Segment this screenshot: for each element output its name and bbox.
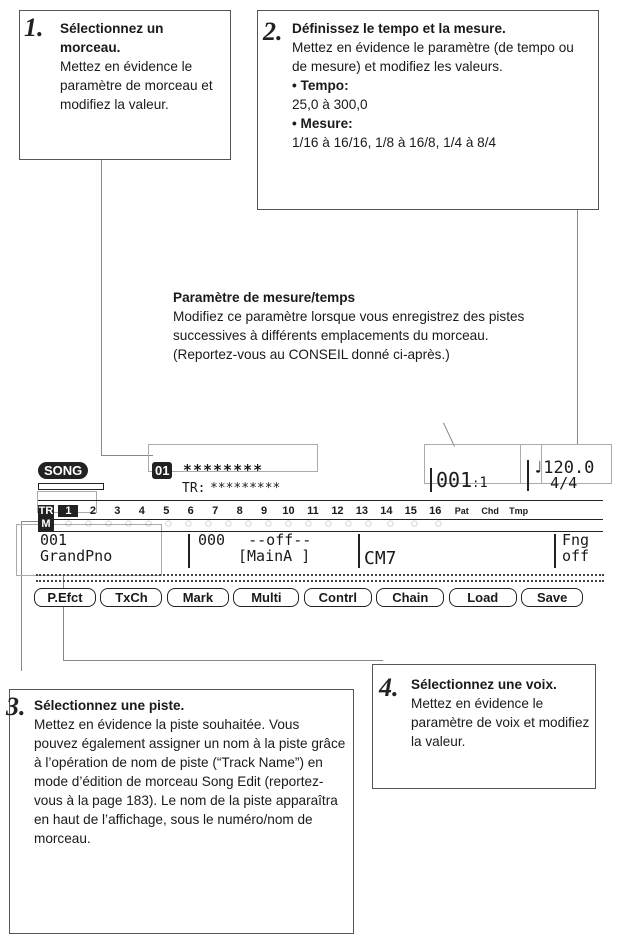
connector-line <box>63 660 383 661</box>
track-tmp[interactable]: Tmp <box>509 506 529 516</box>
track-2[interactable]: 2 <box>89 505 96 517</box>
voice-name[interactable]: GrandPno <box>40 547 113 565</box>
track-9[interactable]: 9 <box>261 505 268 517</box>
measure-label: • Mesure: <box>292 116 353 131</box>
meter-value[interactable]: 4/4 <box>550 474 578 492</box>
tab-chain[interactable]: Chain <box>376 588 444 607</box>
tr-label: TR <box>38 505 54 517</box>
track-1[interactable]: 1 <box>58 505 78 517</box>
step1-box <box>19 10 231 160</box>
step2-number: 2. <box>263 17 283 46</box>
step1-title: Sélectionnez un morceau. <box>60 21 164 55</box>
mode-bar <box>38 483 104 490</box>
step4-box <box>372 664 596 789</box>
track-pat[interactable]: Pat <box>454 506 469 516</box>
connector-line <box>101 455 153 456</box>
tempo-label: • Tempo: <box>292 78 349 93</box>
tab-load[interactable]: Load <box>449 588 517 607</box>
measure-param-text: Modifiez ce paramètre lorsque vous enregistrez des pistes successives à différents emplacements du morceau. (Reportez-vous au CONSEIL donné ci-après.) <box>173 309 525 362</box>
beat-value[interactable]: 1 <box>479 475 488 491</box>
step1-number: 1. <box>24 13 44 42</box>
track-6[interactable]: 6 <box>187 505 194 517</box>
step3-title: Sélectionnez une piste. <box>34 698 185 713</box>
tab-mark[interactable]: Mark <box>167 588 229 607</box>
track-10[interactable]: 10 <box>282 505 295 517</box>
chord-value[interactable]: CM7 <box>364 548 397 569</box>
track-7[interactable]: 7 <box>212 505 219 517</box>
track-name: ********* <box>209 481 281 496</box>
song-name[interactable]: ******** <box>182 461 264 479</box>
measure-param-title: Paramètre de mesure/temps <box>173 290 356 305</box>
step2-text: Mettez en évidence le paramètre (de tempo ou de mesure) et modifiez les valeurs. <box>292 40 574 74</box>
voice-number[interactable]: 001 <box>40 531 68 549</box>
tab-txch[interactable]: TxCh <box>100 588 162 607</box>
step4-title: Sélectionnez une voix. <box>411 677 557 692</box>
pattern-status[interactable]: --off-- <box>248 531 312 549</box>
song-number[interactable]: 01 <box>152 462 172 479</box>
track-12[interactable]: 12 <box>331 505 344 517</box>
track-5[interactable]: 5 <box>163 505 170 517</box>
fng-label: Fng <box>562 531 590 549</box>
fng-value[interactable]: off <box>562 547 590 565</box>
step3-text: Mettez en évidence la piste souhaitée. Vous pouvez également assigner un nom à la piste grâce à l’opération de nom de piste (“Track Name”) en mode d’édition de morceau Song Edit (reportez-vous à la page 183). Le nom de la piste apparaîtra en haut de l’affichage, sous le numéro/nom de morceau. <box>34 717 346 846</box>
track-16[interactable]: 16 <box>429 505 442 517</box>
connector-line <box>101 160 102 456</box>
track-11[interactable]: 11 <box>307 505 319 517</box>
track-14[interactable]: 14 <box>380 505 393 517</box>
connector-line <box>443 422 455 446</box>
track-chd[interactable]: Chd <box>481 506 499 516</box>
mute-row: M ◌ ◌ ◌ ◌ ◌ ◌ ◌ ◌ ◌ ◌ ◌ ◌ ◌ ◌ ◌ ◌ ◌ ◌ ◌ <box>38 516 603 532</box>
step1-text: Mettez en évidence le paramètre de morceau et modifiez la valeur. <box>60 59 213 112</box>
measure-range: 1/16 à 16/16, 1/8 à 16/8, 1/4 à 8/4 <box>292 135 497 150</box>
tab-contrl[interactable]: Contrl <box>304 588 372 607</box>
tempo-value[interactable]: ♩120.0 <box>533 458 595 478</box>
step4-text: Mettez en évidence le paramètre de voix et modifiez la valeur. <box>411 696 590 749</box>
track-13[interactable]: 13 <box>355 505 369 517</box>
step2-box <box>257 10 599 210</box>
measure-value[interactable]: 001 <box>436 468 473 492</box>
pattern-section[interactable]: [MainA ] <box>238 547 311 565</box>
mode-badge: SONG <box>38 462 88 479</box>
connector-line <box>577 210 578 445</box>
track-15[interactable]: 15 <box>404 505 417 517</box>
tab-multi[interactable]: Multi <box>233 588 299 607</box>
track-3[interactable]: 3 <box>114 505 121 517</box>
step3-box <box>6 689 354 934</box>
lcd-display: SONG 01 ******** TR: ********* 001:1 ♩120.0 4/4 TR 1 2 3 4 5 6 7 8 9 10 11 12 13 14 15 16 Pat Chd Tmp M ◌ ◌ ◌ ◌ ◌ ◌ ◌ ◌ ◌ ◌ ◌ ◌ ◌ ◌ ◌ ◌ ◌ ◌ ◌ 001 GrandPno 000 --off-- [MainA ] CM7 Fng off P.Efct TxCh Mark Multi Contrl Chain Load Save <box>30 460 607 614</box>
step3-number: 3. <box>6 692 26 721</box>
step4-number: 4. <box>379 673 399 702</box>
m-label: M <box>38 517 54 531</box>
pattern-number[interactable]: 000 <box>198 531 226 549</box>
step2-title: Définissez le tempo et la mesure. <box>292 21 506 36</box>
tab-save[interactable]: Save <box>521 588 583 607</box>
tempo-range: 25,0 à 300,0 <box>292 97 368 112</box>
track-label: TR: <box>182 481 206 496</box>
track-4[interactable]: 4 <box>138 505 145 517</box>
track-8[interactable]: 8 <box>236 505 243 517</box>
tab-pefct[interactable]: P.Efct <box>34 588 96 607</box>
